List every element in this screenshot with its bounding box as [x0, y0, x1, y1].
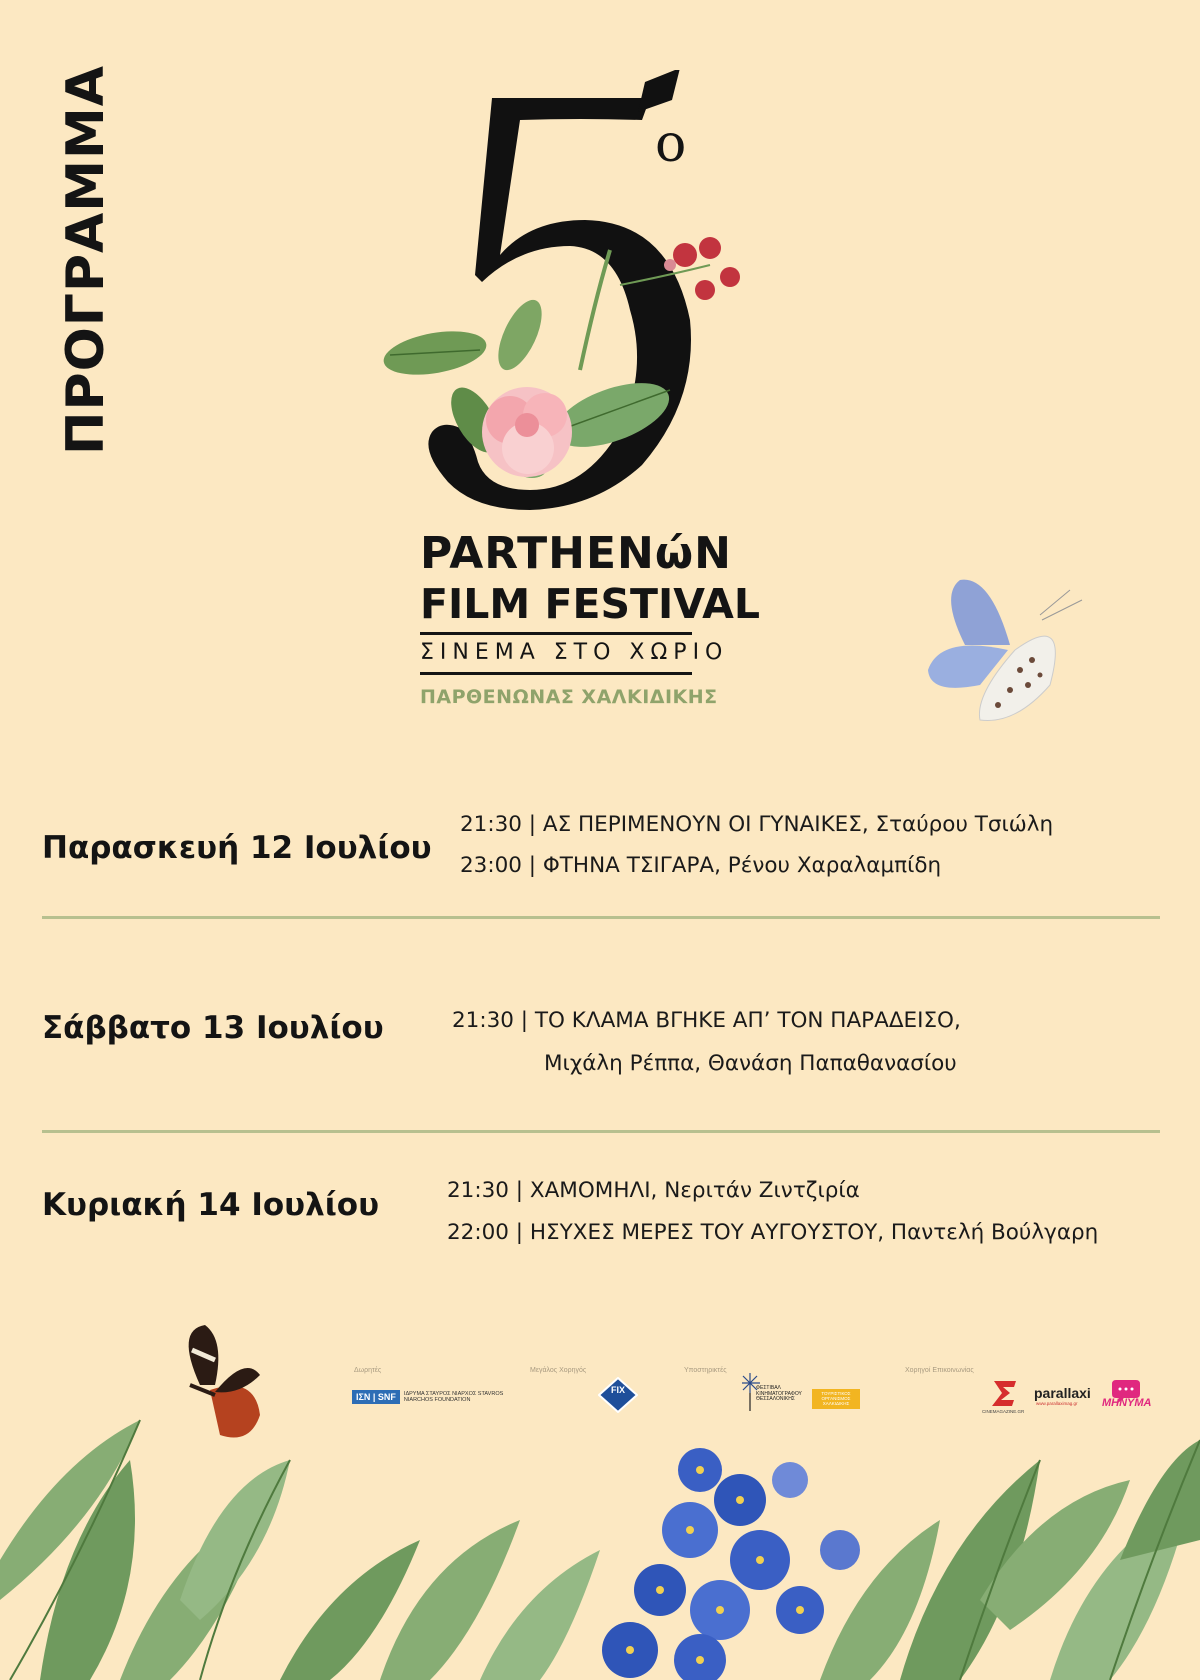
screening-line: 21:30 | ΤΟ ΚΛΑΜΑ ΒΓΗΚΕ ΑΠ’ ΤΟΝ ΠΑΡΑΔΕΙΣΟ,: [452, 1008, 961, 1033]
day-heading-sunday: Κυριακή 14 Ιουλίου: [42, 1187, 380, 1223]
vertical-title-text: ΠΡΟΓΡΑΜΜΑ: [56, 64, 116, 456]
logo-line-location: ΠΑΡΘΕΝΩΝΑΣ ΧΑΛΚΙΔΙΚΗΣ: [420, 686, 718, 708]
day-divider: [42, 916, 1160, 919]
tiff-text: ΦΕΣΤΙΒΑΛ ΚΙΝΗΜΑΤΟΓΡΑΦΟΥ ΘΕΣΣΑΛΟΝΙΚΗΣ: [756, 1385, 802, 1402]
parallaxi-logo: parallaxi: [1034, 1385, 1091, 1401]
screening-line: 22:00 | ΗΣΥΧΕΣ ΜΕΡΕΣ ΤΟΥ ΑΥΓΟΥΣΤΟΥ, Παντελή Βούλγαρη: [447, 1220, 1099, 1245]
logo-rose: [482, 387, 572, 477]
screening-line: 23:00 | ΦΤΗΝΑ ΤΣΙΓΑΡΑ, Ρένου Χαραλαμπίδη: [460, 853, 942, 878]
logo-line-parthenon: PARTHENώN: [420, 528, 732, 579]
sponsor-category-label: Δωρητές: [354, 1367, 382, 1374]
sponsor-category-label: Χορηγοί Επικοινωνίας: [905, 1367, 974, 1374]
snf-mark: ΙΣΝ | SNF: [352, 1390, 400, 1404]
blue-butterfly-icon: [920, 575, 1090, 735]
logo-line-cinema-village: ΣΙΝΕΜΑ ΣΤΟ ΧΩΡΙΟ: [420, 640, 729, 665]
day-divider: [42, 1130, 1160, 1133]
sponsor-category-label: Μεγάλος Χορηγός: [530, 1367, 587, 1374]
screening-line: 21:30 | ΧΑΜΟΜΗΛΙ, Νεριτάν Ζιντζιρία: [447, 1178, 860, 1203]
bottom-foliage-decoration: [0, 1400, 1200, 1680]
blue-forget-me-not-flowers: [602, 1448, 860, 1680]
logo-rule-bottom: [420, 672, 692, 675]
snf-text: ΙΔΡΥΜΑ ΣΤΑΥΡΟΣ ΝΙΑΡΧΟΣ STAVROS NIARCHOS FOUNDATION: [403, 1390, 504, 1403]
screening-line: 21:30 | ΑΣ ΠΕΡΙΜΕΝΟΥΝ ΟΙ ΓΥΝΑΙΚΕΣ, Σταύρου Τσιώλη: [460, 812, 1054, 837]
fix-label: FIX: [610, 1385, 625, 1395]
sponsor-category-label: Υποστηρικτές: [684, 1367, 727, 1374]
logo-line-film-festival: FILM FESTIVAL: [420, 580, 761, 628]
vertical-program-title: [56, 64, 116, 456]
day-heading-saturday: Σάββατο 13 Ιουλίου: [42, 1010, 384, 1046]
cinemagazine-text: CINEMAGAZINE.GR: [982, 1409, 1025, 1414]
ordinal-suffix: ο: [655, 114, 687, 174]
screening-line: Μιχάλη Ρέππα, Θανάση Παπαθανασίου: [544, 1051, 957, 1076]
parallaxi-url: www.parallaximag.gr: [1036, 1401, 1078, 1406]
tourism-org-logo: ΤΟΥΡΙΣΤΙΚΟΣ ΟΡΓΑΝΙΣΜΟΣ ΧΑΛΚΙΔΙΚΗΣ: [812, 1389, 860, 1409]
day-heading-friday: Παρασκευή 12 Ιουλίου: [42, 830, 432, 866]
minyma-text: ΜΗΝΥΜΑ: [1102, 1397, 1152, 1409]
festival-logo-art: [380, 70, 820, 530]
logo-rule-top: [420, 632, 692, 635]
